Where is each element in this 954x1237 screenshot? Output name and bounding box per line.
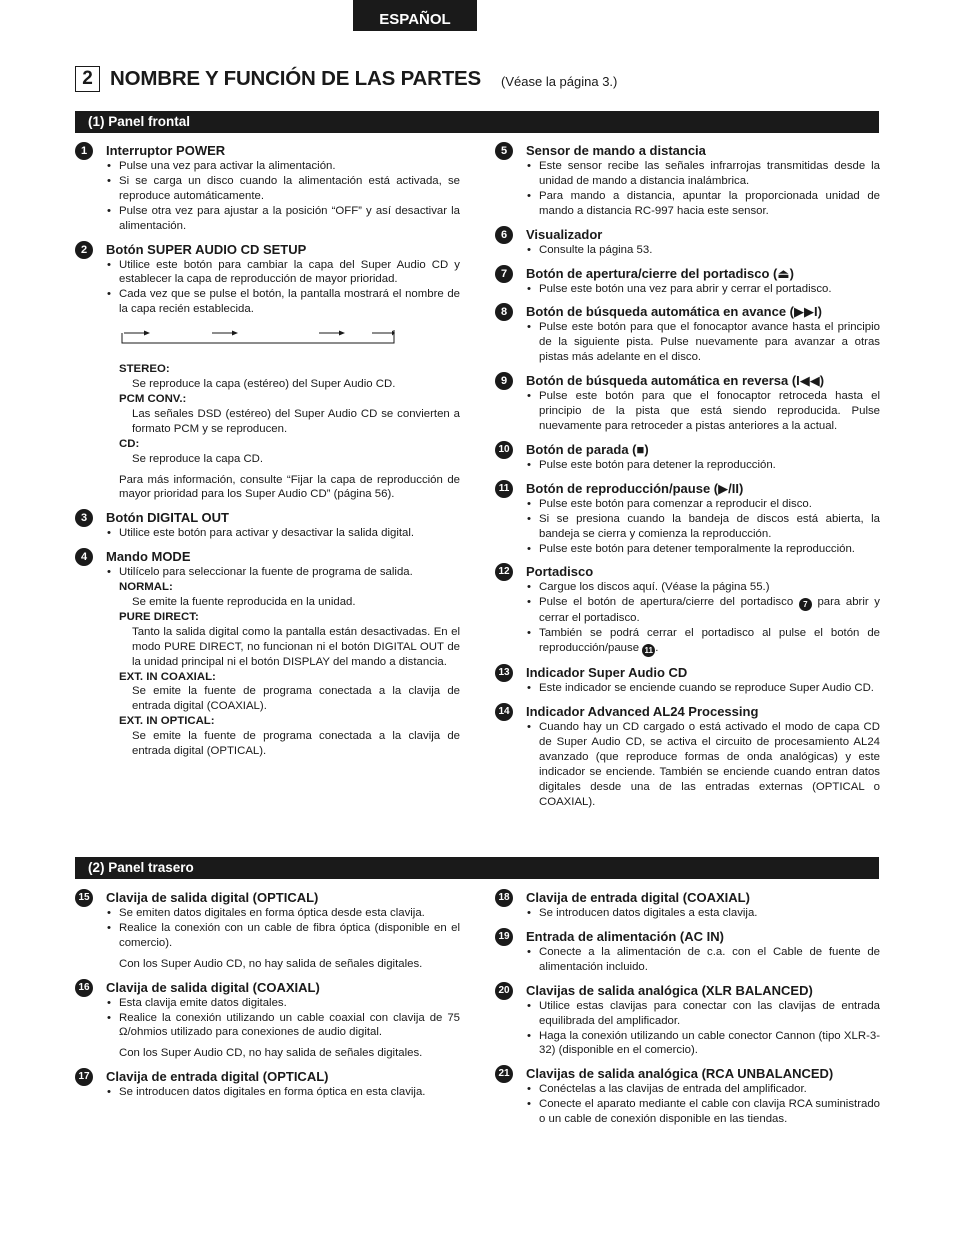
item-number-badge: 2 [75, 241, 93, 259]
item-number-badge: 10 [495, 441, 513, 459]
part-item [75, 548, 460, 759]
bullet: • Cargue los discos aquí. (Véase la página 55.) [526, 580, 880, 595]
bullet: • Para mando a distancia, apuntar la proporcionada unidad de mando a distancia RC-997 hacia este sensor. [526, 189, 880, 219]
item-number-badge: 12 [495, 563, 513, 581]
bullet: • Si se carga un disco cuando la alimentación está activada, se reproduce automáticamente. [106, 174, 460, 204]
bullet: • Se introducen datos digitales a esta clavija. [526, 906, 880, 921]
mode-description: Las señales DSD (estéreo) del Super Audio CD se convierten a formato PCM y se reproducen. [132, 407, 460, 435]
section-bar-rear-panel: (2) Panel trasero [75, 857, 879, 879]
mode-label: PCM CONV.: [119, 392, 187, 405]
item-number-badge: 6 [495, 226, 513, 244]
bullet: • Se introducen datos digitales en forma óptica en esta clavija. [106, 1085, 460, 1100]
bullet: • Este sensor recibe las señales infrarrojas transmitidas desde la unidad de mando a distancia inalámbrica. [526, 159, 880, 189]
bullet: • Consulte la página 53. [526, 243, 880, 258]
part-item [495, 982, 880, 1059]
mode-description: Tanto la salida digital como la pantalla están desactivadas. En el modo PURE DIRECT, no funcionan ni el botón DIGITAL OUT de la unidad principal ni el botón DISPLAY del mando a distancia. [132, 625, 460, 668]
mode-description: Se emite la fuente de programa conectada a la clavija de entrada digital (OPTICAL). [132, 730, 460, 758]
part-item [495, 563, 880, 657]
bullet-text: . [655, 642, 659, 655]
item-title: Mando MODE [106, 549, 191, 565]
mode-label: NORMAL: [119, 581, 173, 594]
part-item [495, 372, 880, 434]
item-title: Clavija de entrada digital (COAXIAL) [526, 890, 750, 905]
mode-label: STEREO: [119, 363, 170, 376]
part-item [495, 664, 880, 696]
title-note: (Véase la página 3.) [501, 73, 618, 89]
item-reference-badge: 11 [642, 644, 655, 657]
front-panel-right-column [495, 142, 880, 816]
part-item [495, 265, 880, 297]
layer-cycle-diagram [119, 329, 395, 347]
part-item [75, 241, 460, 503]
part-item [75, 142, 460, 234]
bullet: • Pulse este botón para detener la reproducción. [526, 458, 880, 473]
bullet: • Utilice este botón para activar y desactivar la salida digital. [106, 526, 460, 541]
page-title [75, 66, 617, 92]
part-item [75, 889, 460, 972]
item-title: Visualizador [526, 226, 603, 242]
item-reference-badge: 7 [799, 598, 812, 611]
item-number-badge: 5 [495, 142, 513, 160]
mode-description: Se reproduce la capa (estéreo) del Super Audio CD. [132, 378, 396, 391]
item-number-badge: 9 [495, 372, 513, 390]
item-title: Clavija de salida digital (OPTICAL) [106, 890, 319, 905]
item-number-badge: 13 [495, 664, 513, 682]
item-note: Con los Super Audio CD, no hay salida de señales digitales. [119, 957, 423, 970]
part-item [75, 1068, 460, 1100]
mode-description: Se reproduce la capa CD. [132, 452, 264, 465]
item-title: Botón SUPER AUDIO CD SETUP [106, 241, 307, 257]
bullet: • Utilice este botón para cambiar la capa del Super Audio CD y establecer la capa de reproducción de mayor prioridad. [106, 258, 460, 288]
section-bar-front-panel: (1) Panel frontal [75, 111, 879, 133]
bullet-text: También se podrá cerrar el portadisco al pulse el botón de reproducción/pause [539, 627, 880, 655]
mode-label: EXT. IN OPTICAL: [119, 715, 215, 728]
item-number-badge: 19 [495, 928, 513, 946]
part-item [495, 1065, 880, 1127]
bullet: • Conecte a la alimentación de c.a. con el Cable de fuente de alimentación incluido. [526, 945, 880, 975]
bullet: • Cada vez que se pulse el botón, la pantalla mostrará el nombre de la capa recién establecida. [106, 287, 460, 317]
item-note: Con los Super Audio CD, no hay salida de señales digitales. [119, 1047, 423, 1060]
item-title: Clavijas de salida analógica (XLR BALANCED) [526, 982, 813, 998]
item-title: Botón de apertura/cierre del portadisco (⏏) [526, 265, 794, 281]
mode-description: Se emite la fuente de programa conectada a la clavija de entrada digital (COAXIAL). [132, 685, 460, 713]
bullet: • Este indicador se enciende cuando se reproduce Super Audio CD. [526, 681, 880, 696]
item-title: Indicador Advanced AL24 Processing [526, 704, 759, 720]
item-title: Botón de búsqueda automática en reversa (I◀◀) [526, 373, 825, 389]
mode-label: CD: [119, 437, 140, 450]
item-title: Botón de búsqueda automática en avance (▶▶I) [526, 304, 822, 320]
part-item [495, 928, 880, 975]
bullet: • Pulse este botón para detener temporalmente la reproducción. [526, 542, 880, 557]
part-item [495, 703, 880, 809]
rear-panel-right-column [495, 889, 880, 1134]
item-number-badge: 3 [75, 509, 93, 527]
part-item [495, 480, 880, 557]
bullet: • Pulse una vez para activar la alimentación. [106, 159, 460, 174]
item-number-badge: 14 [495, 703, 513, 721]
item-number-badge: 20 [495, 982, 513, 1000]
front-panel-left-column [75, 142, 460, 766]
bullet: • Conecte el aparato mediante el cable con clavija RCA suministrado o un cable de conexión disponible en las tiendas. [526, 1097, 880, 1127]
bullet: • Pulse otra vez para ajustar a la posición “OFF” y así desactivar la alimentación. [106, 204, 460, 234]
item-number-badge: 1 [75, 142, 93, 160]
item-title: Clavija de entrada digital (OPTICAL) [106, 1069, 329, 1085]
bullet: • Esta clavija emite datos digitales. [106, 996, 460, 1011]
bullet: • Haga la conexión utilizando un cable conector Cannon (tipo XLR-3-32) (disponible en el comercio). [526, 1029, 880, 1059]
bullet: • Se emiten datos digitales en forma óptica desde esta clavija. [106, 906, 460, 921]
mode-description: Se emite la fuente reproducida en la unidad. [132, 596, 356, 609]
bullet: • Conéctelas a las clavijas de entrada del amplificador. [526, 1082, 880, 1097]
bullet: • Utilícelo para seleccionar la fuente de programa de salida. [106, 565, 460, 580]
item-number-badge: 16 [75, 979, 93, 997]
bullet: • Utilice estas clavijas para conectar con las clavijas de entrada equilibrada del amplificador. [526, 999, 880, 1029]
part-item [75, 509, 460, 541]
item-number-badge: 7 [495, 265, 513, 283]
item-number-badge: 4 [75, 548, 93, 566]
bullet: • Pulse este botón para que el fonocaptor retroceda hasta el principio de la pista que está siendo reproducida. Pulse nuevamente para retroceder a pistas anteriores a la actual. [526, 389, 880, 434]
part-item [495, 441, 880, 473]
language-tab: ESPAÑOL [353, 0, 477, 31]
part-item [495, 889, 880, 921]
reference-note: Para más información, consulte “Fijar la capa de reproducción de mayor prioridad para los Super Audio CD” (página 56). [119, 473, 460, 501]
mode-label: EXT. IN COAXIAL: [119, 670, 216, 683]
part-item [75, 979, 460, 1062]
bullet: • Realice la conexión con un cable de fibra óptica (disponible en el comercio). [106, 921, 460, 951]
bullet [526, 626, 880, 657]
title-text: NOMBRE Y FUNCIÓN DE LAS PARTES [110, 67, 482, 90]
item-title: Indicador Super Audio CD [526, 665, 688, 681]
item-number-badge: 8 [495, 303, 513, 321]
item-number-badge: 17 [75, 1068, 93, 1086]
item-number-badge: 11 [495, 480, 513, 498]
item-title: Sensor de mando a distancia [526, 143, 706, 158]
rear-panel-left-column [75, 889, 460, 1107]
bullet: • Pulse este botón para que el fonocaptor avance hasta el principio de la siguiente pista. Pulse nuevamente para avanzar a otras pistas más adelante en el disco. [526, 320, 880, 365]
bullet: • Pulse este botón para comenzar a reproducir el disco. [526, 497, 880, 512]
mode-label: PURE DIRECT: [119, 610, 199, 623]
item-title: Interruptor POWER [106, 143, 226, 158]
bullet-text: para abrir y cerrar el portadisco. [539, 596, 880, 625]
bullet: • Realice la conexión utilizando un cable coaxial con clavija de 75 Ω/ohmios utilizado para conexiones de audio digital. [106, 1011, 460, 1041]
item-title: Portadisco [526, 564, 594, 580]
part-item [495, 303, 880, 365]
bullet [526, 595, 880, 626]
item-title: Clavijas de salida analógica (RCA UNBALANCED) [526, 1066, 834, 1082]
section-number: 2 [75, 66, 100, 92]
item-title: Botón DIGITAL OUT [106, 510, 229, 526]
item-title: Entrada de alimentación (AC IN) [526, 928, 724, 944]
item-title: Botón de parada (■) [526, 441, 649, 457]
item-title: Clavija de salida digital (COAXIAL) [106, 979, 320, 995]
item-number-badge: 15 [75, 889, 93, 907]
item-number-badge: 21 [495, 1065, 513, 1083]
bullet: • Pulse este botón una vez para abrir y cerrar el portadisco. [526, 282, 880, 297]
item-title: Botón de reproducción/pause (▶/II) [526, 480, 744, 496]
part-item [495, 142, 880, 219]
item-number-badge: 18 [495, 889, 513, 907]
bullet: • Cuando hay un CD cargado o está activado el modo de capa CD de Super Audio CD, se activa el circuito de procesamiento AL24 avanzado (que reproduce formas de onda analógicas) y este indicador se enciende. También se enciende cuando entran datos digitales desde una de las entradas externas (OPTICAL o COAXIAL). [526, 720, 880, 809]
bullet: • Si se presiona cuando la bandeja de discos está abierta, la bandeja se cierra y comienza la reproducción. [526, 512, 880, 542]
part-item [495, 226, 880, 258]
bullet-text: Pulse el botón de apertura/cierre del portadisco [539, 596, 794, 609]
